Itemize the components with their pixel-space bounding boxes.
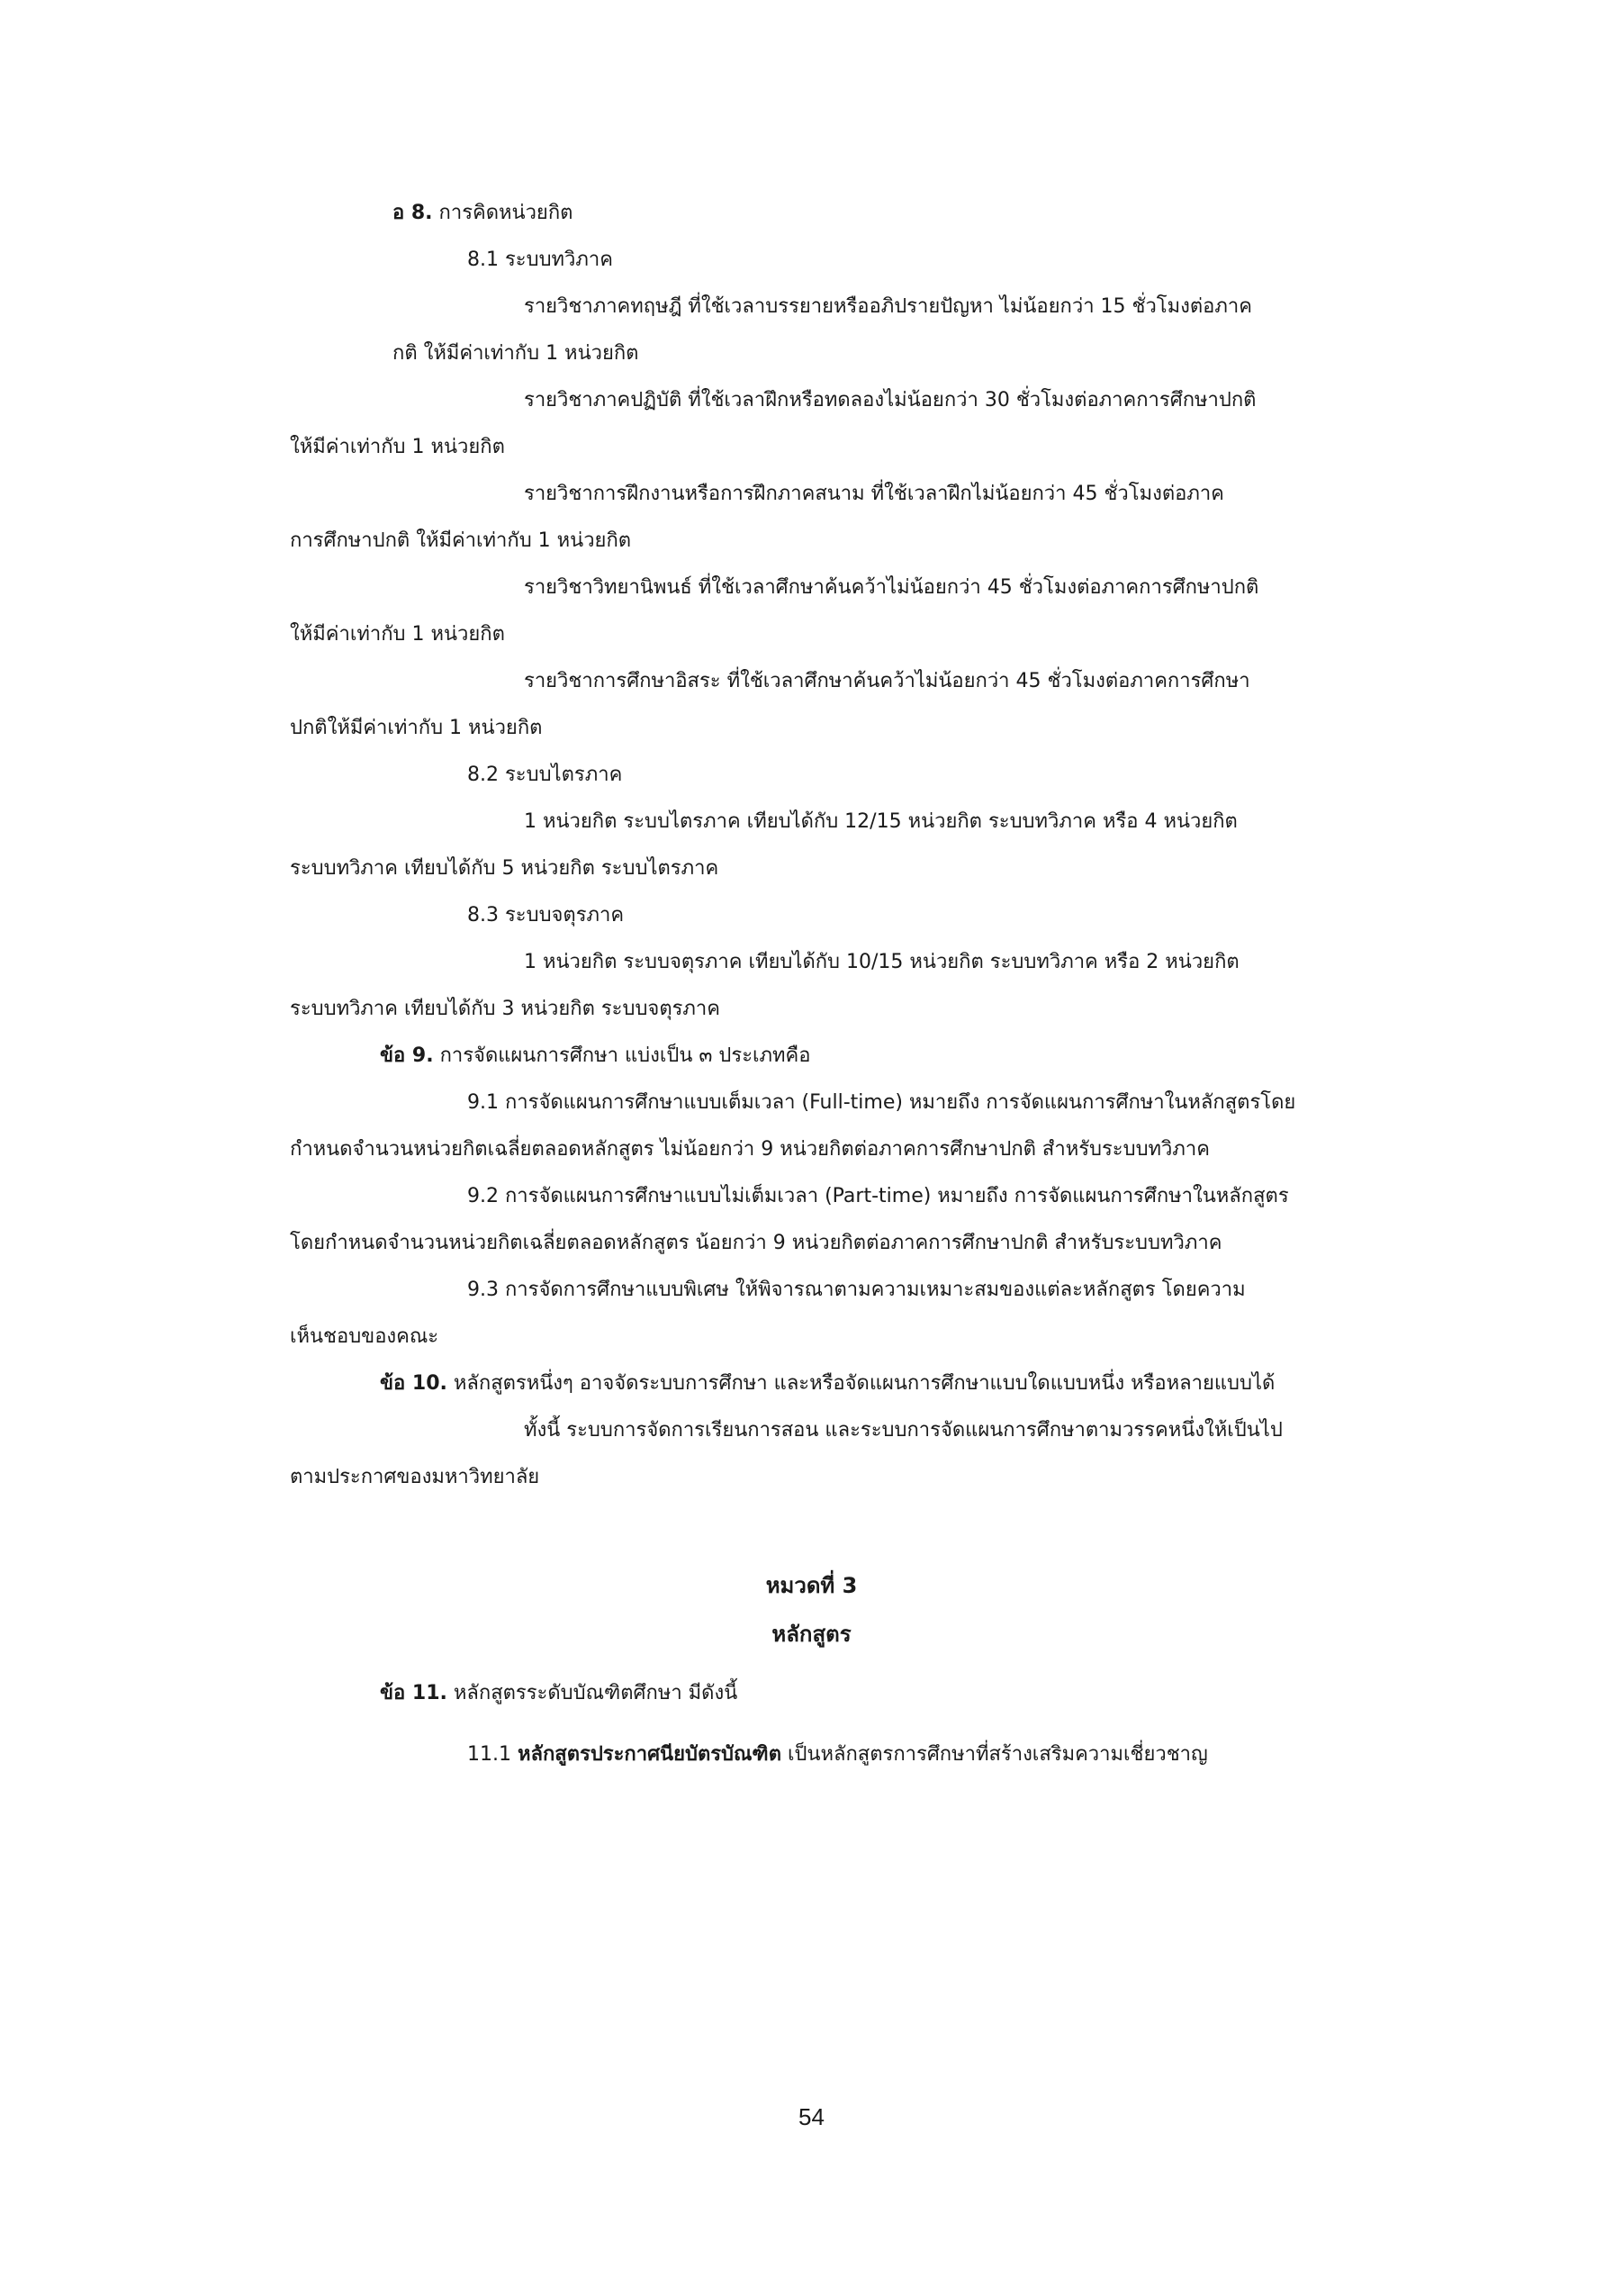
paragraph-line: ปกติให้มีค่าเท่ากับ 1 หน่วยกิต: [290, 717, 543, 739]
paragraph-line: ให้มีค่าเท่ากับ 1 หน่วยกิต: [290, 623, 505, 646]
paragraph-line: 9.3 การจัดการศึกษาแบบพิเศษ ให้พิจารณาตามความเหมาะสมของแต่ละหลักสูตร โดยความ: [467, 1279, 1246, 1301]
paragraph-line: ระบบทวิภาค เทียบได้กับ 5 หน่วยกิต ระบบไตรภาค: [290, 857, 719, 880]
paragraph-line: รายวิชาภาคปฏิบัติ ที่ใช้เวลาฝึกหรือทดลองไม่น้อยกว่า 30 ชั่วโมงต่อภาคการศึกษาปกติ: [524, 389, 1257, 411]
paragraph-line: ระบบทวิภาค เทียบได้กับ 3 หน่วยกิต ระบบจตุรภาค: [290, 998, 720, 1020]
paragraph-line: ให้มีค่าเท่ากับ 1 หน่วยกิต: [290, 436, 505, 458]
page-number: 54: [798, 2103, 825, 2130]
subsection-8-1-title: 8.1 ระบบทวิภาค: [467, 249, 613, 271]
paragraph-line: กำหนดจำนวนหน่วยกิตเฉลี่ยตลอดหลักสูตร ไม่น้อยกว่า 9 หน่วยกิตต่อภาคการศึกษาปกติ สำหรับระบบทวิภาค: [290, 1138, 1210, 1161]
paragraph-line: ทั้งนี้ ระบบการจัดการเรียนการสอน และระบบการจัดแผนการศึกษาตามวรรคหนึ่งให้เป็นไป: [524, 1419, 1283, 1442]
clause-8-heading: อ 8. การคิดหน่วยกิต: [392, 202, 573, 224]
paragraph-line: 9.1 การจัดแผนการศึกษาแบบเต็มเวลา (Full-time) หมายถึง การจัดแผนการศึกษาในหลักสูตรโดย: [467, 1091, 1296, 1114]
paragraph-line: โดยกำหนดจำนวนหน่วยกิตเฉลี่ยตลอดหลักสูตร น้อยกว่า 9 หน่วยกิตต่อภาคการศึกษาปกติ สำหรับระบบทวิภาค: [290, 1232, 1222, 1254]
paragraph-line: รายวิชาภาคทฤษฎี ที่ใช้เวลาบรรยายหรืออภิปรายปัญหา ไม่น้อยกว่า 15 ชั่วโมงต่อภาค: [524, 295, 1252, 318]
paragraph-line: รายวิชาวิทยานิพนธ์ ที่ใช้เวลาศึกษาค้นคว้าไม่น้อยกว่า 45 ชั่วโมงต่อภาคการศึกษาปกติ: [524, 576, 1259, 599]
paragraph-line: เห็นชอบของคณะ: [290, 1325, 439, 1348]
paragraph-line: รายวิชาการฝึกงานหรือการฝึกภาคสนาม ที่ใช้เวลาฝึกไม่น้อยกว่า 45 ชั่วโมงต่อภาค: [524, 483, 1224, 505]
subsection-8-2-title: 8.2 ระบบไตรภาค: [467, 764, 623, 786]
subsection-11-1: 11.1 หลักสูตรประกาศนียบัตรบัณฑิต เป็นหลักสูตรการศึกษาที่สร้างเสริมความเชี่ยวชาญ: [467, 1743, 1208, 1766]
clause-11-heading: ข้อ 11. หลักสูตรระดับบัณฑิตศึกษา มีดังนี้: [380, 1682, 738, 1704]
chapter-title: หมวดที่ 3: [765, 1573, 858, 1598]
paragraph-line: ตามประกาศของมหาวิทยาลัย: [290, 1466, 540, 1488]
paragraph-line: 1 หน่วยกิต ระบบจตุรภาค เทียบได้กับ 10/15 หน่วยกิต ระบบทวิภาค หรือ 2 หน่วยกิต: [524, 951, 1240, 973]
paragraph-line: รายวิชาการศึกษาอิสระ ที่ใช้เวลาศึกษาค้นคว้าไม่น้อยกว่า 45 ชั่วโมงต่อภาคการศึกษา: [524, 670, 1250, 692]
paragraph-line: 9.2 การจัดแผนการศึกษาแบบไม่เต็มเวลา (Part-time) หมายถึง การจัดแผนการศึกษาในหลักสูตร: [467, 1185, 1289, 1207]
paragraph-line: กติ ให้มีค่าเท่ากับ 1 หน่วยกิต: [392, 342, 639, 365]
clause-10-heading: ข้อ 10. หลักสูตรหนึ่งๆ อาจจัดระบบการศึกษา และหรือจัดแผนการศึกษาแบบใดแบบหนึ่ง หรือหลายแบบได้: [380, 1372, 1276, 1395]
paragraph-line: การศึกษาปกติ ให้มีค่าเท่ากับ 1 หน่วยกิต: [290, 529, 632, 552]
paragraph-line: 1 หน่วยกิต ระบบไตรภาค เทียบได้กับ 12/15 หน่วยกิต ระบบทวิภาค หรือ 4 หน่วยกิต: [524, 810, 1238, 833]
subsection-8-3-title: 8.3 ระบบจตุรภาค: [467, 904, 625, 927]
clause-9-heading: ข้อ 9. การจัดแผนการศึกษา แบ่งเป็น ๓ ประเภทคือ: [380, 1044, 811, 1067]
chapter-subtitle: หลักสูตร: [771, 1622, 852, 1647]
